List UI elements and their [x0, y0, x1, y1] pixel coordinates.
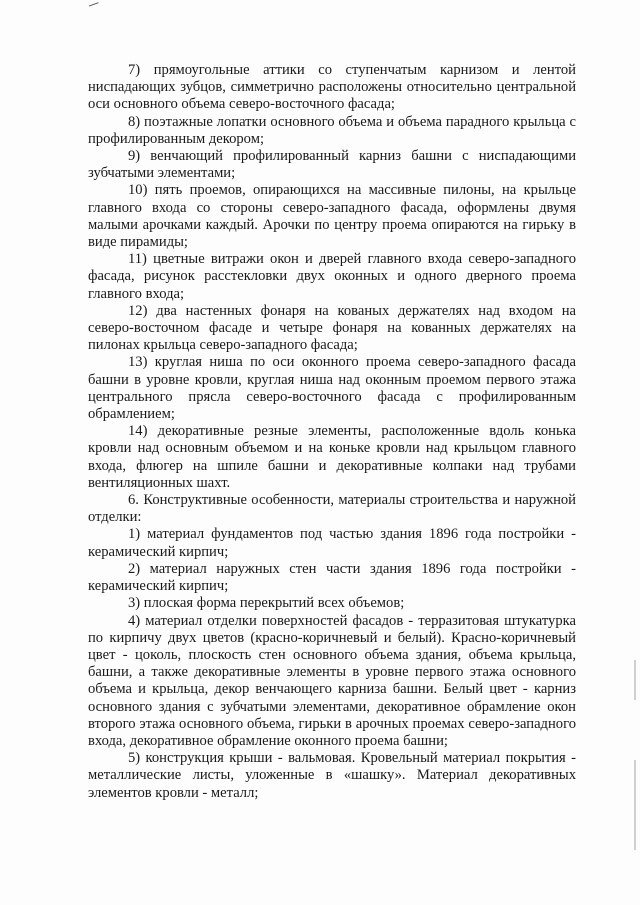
paragraph-item-11: 11) цветные витражи окон и дверей главного входа северо-западного фасада, рисунок расстекловки двух оконных и одного дверного проема главного входа; [88, 251, 576, 302]
material-item-2: 2) материал наружных стен части здания 1896 года постройки - керамический кирпич; [88, 560, 576, 595]
material-item-5: 5) конструкция крыши - вальмовая. Кровельный материал покрытия - металлические листы, уложенные в «шашку». Материал декоративных элементов кровли - металл; [88, 750, 576, 801]
material-item-3: 3) плоская форма перекрытий всех объемов; [128, 595, 405, 612]
scan-edge-artifact [634, 760, 636, 850]
scan-edge-artifact [634, 660, 636, 700]
scan-artifact-mark [87, 0, 98, 7]
document-body [88, 62, 576, 802]
section-heading-6: 6. Конструктивные особенности, материалы строительства и наружной отделки: [88, 492, 576, 526]
paragraph-item-13: 13) круглая ниша по оси оконного проема северо-западного фасада башни в уровне кровли, круглая ниша над оконным проемом первого этажа центрального прясла северо-восточного фасада с профилированным обрамлением; [88, 354, 576, 423]
paragraph-item-7: 7) прямоугольные аттики со ступенчатым карнизом и лентой ниспадающих зубцов, симметрично расположены относительно центральной оси основного объема северо-восточного фасада; [88, 62, 576, 113]
paragraph-item-12: 12) два настенных фонаря на кованых держателях над входом на северо-восточном фасаде и четыре фонаря на кованных держателях на пилонах крыльца северо-западного фасада; [88, 302, 576, 354]
material-item-4: 4) материал отделки поверхностей фасадов - терразитовая штукатурка по кирпичу двух цветов (красно-коричневый и белый). Красно-коричневый цвет - цоколь, плоскость стен основного объема здания, объема крыльца, башни, а также декоративные элементы в уровне первого этажа основного объема и крыльца, декор венчающего карниза башни. Белый цвет - карниз основного здания с зубчатыми элементами, декоративное обрамление окон второго этажа основного объема, гирьки в арочных проемах северо-западного входа, декоративное обрамление оконного проема башни; [88, 612, 576, 749]
paragraph-item-9: 9) венчающий профилированный карниз башни с ниспадающими зубчатыми элементами; [88, 148, 576, 182]
material-item-1: 1) материал фундаментов под частью здания 1896 года постройки - керамический кирпич; [88, 526, 576, 560]
paragraph-item-8: 8) поэтажные лопатки основного объема и объема парадного крыльца с профилированным декором; [88, 113, 576, 147]
paragraph-item-14: 14) декоративные резные элементы, расположенные вдоль конька кровли над основным объемом и на коньке кровли над крыльцом главного входа, флюгер на шпиле башни и декоративные колпаки над трубами вентиляционных шахт. [88, 423, 576, 491]
paragraph-item-10: 10) пять проемов, опирающихся на массивные пилоны, на крыльце главного входа со стороны северо-западного фасада, оформлены двумя малыми арочками каждый. Арочки по центру проема опираются на гирьку в виде пирамиды; [88, 182, 576, 251]
